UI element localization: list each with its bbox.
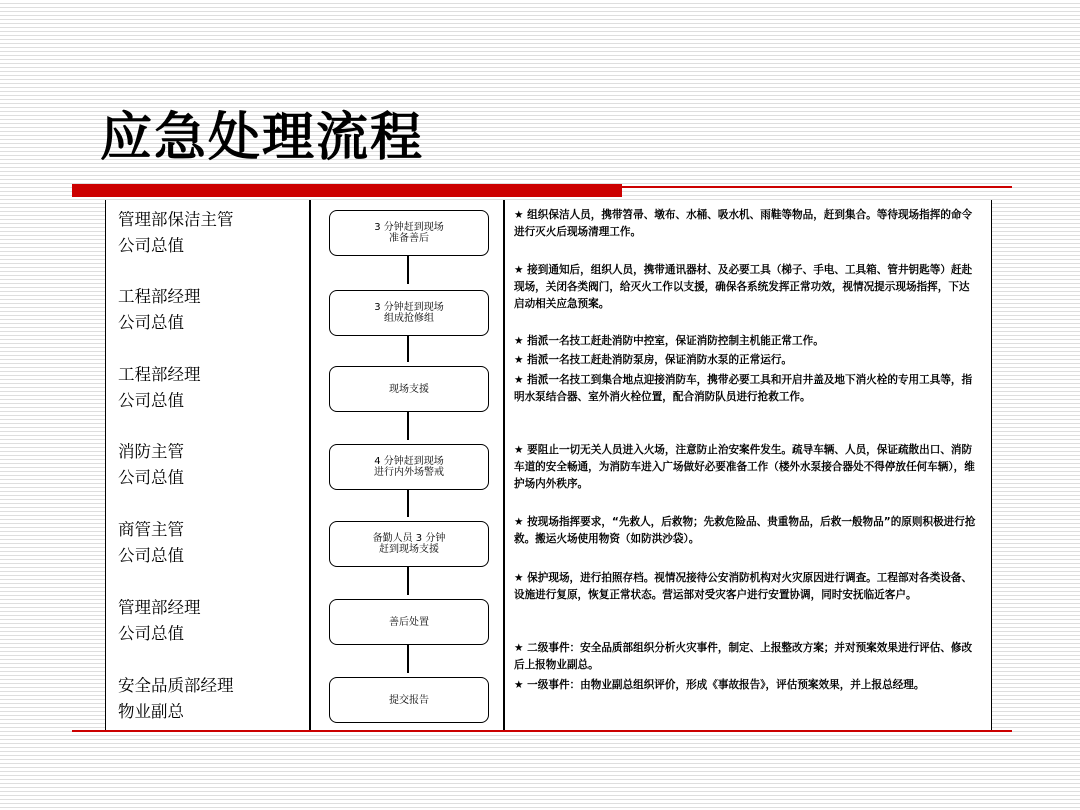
role-title: 消防主管 [118, 442, 184, 461]
role-title: 管理部保洁主管 [118, 210, 234, 229]
role-backup: 公司总值 [118, 468, 184, 487]
flow-connector [407, 490, 409, 517]
role-cell-3 [118, 362, 201, 414]
role-title: 工程部经理 [118, 365, 201, 384]
footer-rule [72, 730, 1012, 732]
title-underline-rule [622, 186, 1012, 188]
step-box-6: 善后处置 [329, 599, 489, 645]
role-backup: 公司总值 [118, 236, 184, 255]
flow-connector [407, 645, 409, 673]
action-description: ★ 一级事件：由物业副总组织评价，形成《事故报告》，评估预案效果，并上报总经理。 [514, 679, 925, 691]
role-cell-6 [118, 595, 201, 647]
page-title: 应急处理流程 [100, 108, 425, 168]
role-cell-4 [118, 439, 184, 491]
action-description: ★ 指派一名技工赶赴消防泵房，保证消防水泵的正常运行。 [514, 354, 793, 366]
step-box-7: 提交报告 [329, 677, 489, 723]
role-cell-2 [118, 284, 201, 336]
action-description: ★ 按现场指挥要求，“先救人，后救物；先救危险品、贵重物品，后救一般物品”的原则积极进行抢救。搬运火场使用物资（如防洪沙袋）。 [514, 516, 976, 545]
role-title: 安全品质部经理 [118, 676, 234, 695]
column-divider-left [309, 200, 311, 730]
flow-connector [407, 256, 409, 284]
action-description: ★ 保护现场，进行拍照存档。视情况接待公安消防机构对火灾原因进行调查。工程部对各类设备、设施进行复原，恢复正常状态。营运部对受灾客户进行安置协调，同时安抚临近客户。 [514, 572, 973, 601]
role-title: 管理部经理 [118, 598, 201, 617]
action-description: ★ 要阻止一切无关人员进入火场，注意防止治安案件发生。疏导车辆、人员，保证疏散出口、消防车道的安全畅通，为消防车进入广场做好必要准备工作（楼外水泵接合器处不得停放任何车辆），维护场内外秩序。 [514, 444, 975, 490]
step-box-2: 3 分钟赶到现场 组成抢修组 [329, 290, 489, 336]
role-backup: 公司总值 [118, 546, 184, 565]
action-description: ★ 组织保洁人员，携带笤帚、墩布、水桶、吸水机、雨鞋等物品，赶到集合。等待现场指挥的命令进行灭火后现场清理工作。 [514, 209, 973, 238]
column-divider-right [503, 200, 505, 730]
role-title: 工程部经理 [118, 287, 201, 306]
action-description: ★ 指派一名技工到集合地点迎接消防车，携带必要工具和开启井盖及地下消火栓的专用工具等，指明水泵结合器、室外消火栓位置，配合消防队员进行抢救工作。 [514, 374, 973, 403]
step-box-1: 3 分钟赶到现场 准备善后 [329, 210, 489, 256]
step-box-4: 4 分钟赶到现场 进行内外场警戒 [329, 444, 489, 490]
role-backup: 公司总值 [118, 313, 184, 332]
role-cell-7 [118, 673, 234, 725]
role-backup: 物业副总 [118, 702, 184, 721]
flow-connector [407, 567, 409, 595]
title-underline-bar [72, 184, 622, 197]
step-box-5: 备勤人员 3 分钟 赶到现场支援 [329, 521, 489, 567]
role-title: 商管主管 [118, 520, 184, 539]
role-cell-1 [118, 207, 234, 259]
action-description: ★ 接到通知后，组织人员，携带通讯器材、及必要工具（梯子、手电、工具箱、管井钥匙等）赶赴现场，关闭各类阀门，给灭火工作以支援，确保各系统发挥正常功效，视情况提示现场指挥，下达启动相关应急预案。 [514, 264, 973, 310]
action-description: ★ 指派一名技工赶赴消防中控室，保证消防控制主机能正常工作。 [514, 335, 824, 347]
action-description: ★ 二级事件：安全品质部组织分析火灾事件，制定、上报整改方案；并对预案效果进行评估、修改后上报物业副总。 [514, 642, 973, 671]
role-backup: 公司总值 [118, 624, 184, 643]
role-cell-5 [118, 517, 184, 569]
flow-connector [407, 336, 409, 362]
step-box-3: 现场支援 [329, 366, 489, 412]
flow-connector [407, 412, 409, 440]
role-backup: 公司总值 [118, 391, 184, 410]
